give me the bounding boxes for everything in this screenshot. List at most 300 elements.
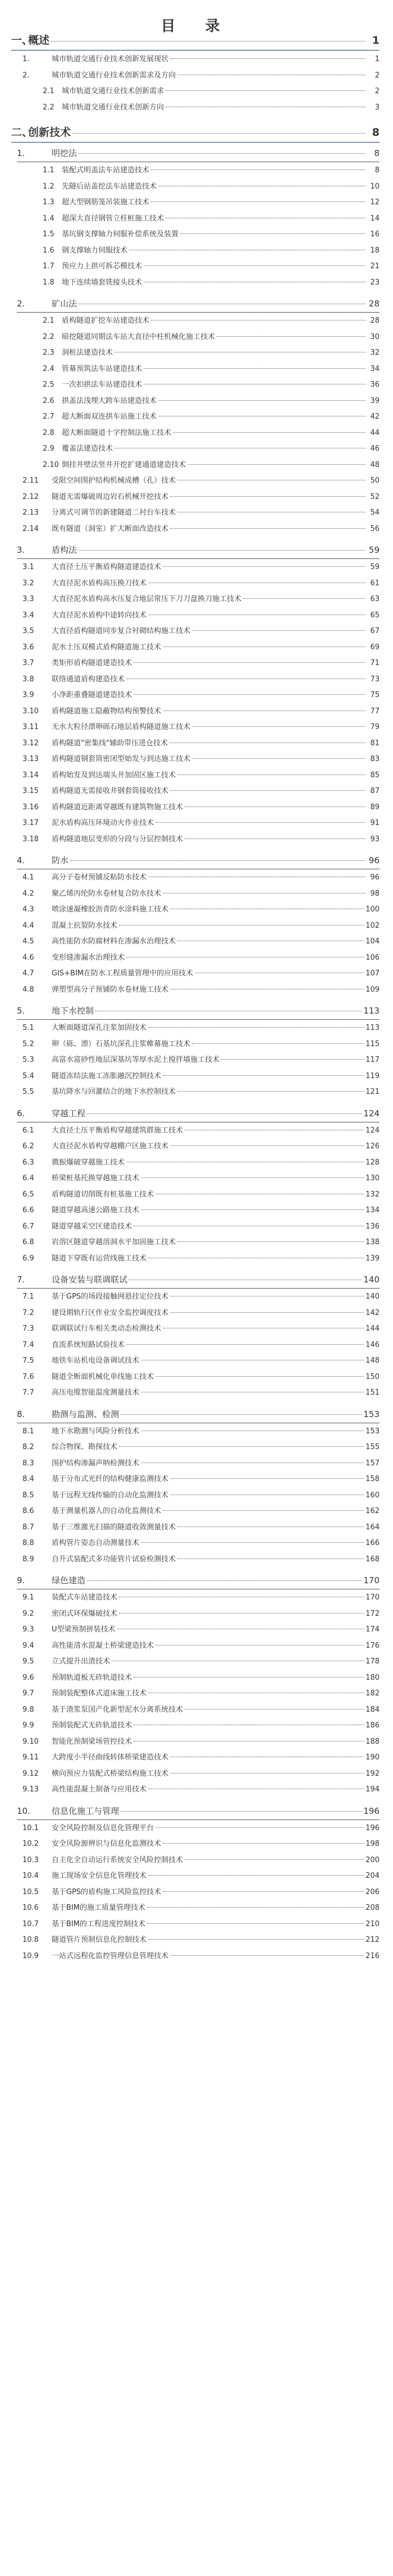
toc-entry-title: 预制装配式无砟轨道技术: [52, 1721, 132, 1730]
toc-entry-title: 隧道冻结法施工冻胀融沉控制技术: [52, 1071, 162, 1080]
toc-entry-page: 81: [370, 739, 380, 748]
toc-entry[interactable]: [0, 409, 393, 425]
toc-chapter[interactable]: [0, 1001, 393, 1020]
toc-entry-page: 196: [365, 1823, 380, 1832]
toc-entry-page: 174: [365, 1625, 380, 1634]
toc-entry[interactable]: [0, 1353, 393, 1369]
toc-entry-title: 直流系统短路试验技术: [52, 1340, 125, 1349]
toc-leader-dots: [192, 630, 365, 631]
toc-entry-page: 87: [370, 787, 380, 795]
toc-entry-number: 8.5: [22, 1491, 34, 1500]
toc-entry-number: 2.10: [43, 460, 59, 469]
toc-entry[interactable]: [0, 656, 393, 672]
toc-entry-number: 3.10: [22, 707, 39, 716]
toc-entry-number: 1.6: [43, 246, 54, 255]
toc-entry-page: 54: [370, 508, 380, 517]
toc-entry-title: 盾构隧道钢套筒密闭型始发与到达施工技术: [52, 755, 191, 763]
toc-entry[interactable]: [0, 1853, 393, 1869]
toc-entry-title: 基于GPS的场段接触网悬挂定位技术: [52, 1292, 169, 1301]
toc-entry[interactable]: [0, 457, 393, 474]
toc-entry[interactable]: [0, 1305, 393, 1322]
toc-entry[interactable]: [0, 966, 393, 982]
toc-entry[interactable]: [0, 1750, 393, 1766]
toc-entry-page: 28: [368, 299, 380, 309]
toc-entry[interactable]: [0, 1766, 393, 1782]
toc-entry-title: 既有隧道（洞室）扩大断面改造技术: [52, 524, 169, 533]
toc-entry-number: 1.8: [43, 278, 54, 287]
toc-entry[interactable]: [0, 783, 393, 800]
toc-entry-title: 地下水控制: [52, 1006, 94, 1016]
toc-entry-title: 洞桩法建造技术: [62, 349, 113, 357]
toc-entry[interactable]: [0, 815, 393, 832]
toc-entry-title: 地铁车站机电设备调试技术: [52, 1356, 140, 1365]
toc-entry-number: 2.11: [22, 476, 39, 485]
toc-entry-title: 大直径土压平衡盾构穿越建筑群施工技术: [52, 1126, 184, 1135]
toc-entry-page: 157: [365, 1459, 380, 1468]
toc-entry-number: 1.4: [43, 214, 54, 223]
toc-entry[interactable]: [0, 1289, 393, 1305]
toc-entry-number: 7.5: [22, 1356, 34, 1365]
toc-entry-page: 91: [370, 819, 380, 827]
toc-chapter[interactable]: [0, 1405, 393, 1424]
toc-entry-number: 5.1: [22, 1024, 34, 1032]
toc-entry-title: 预制轨道板无砟轨道技术: [52, 1673, 132, 1682]
toc-entry-title: 自主化全自动运行系统安全风险控制技术: [52, 1855, 184, 1864]
toc-entry-number: 6.: [17, 1108, 25, 1119]
toc-entry[interactable]: [0, 393, 393, 410]
toc-leader-dots: [141, 1209, 364, 1210]
toc-chapter[interactable]: [0, 294, 393, 313]
toc-entry-page: 153: [363, 1409, 380, 1419]
toc-entry-number: 1.5: [43, 230, 54, 239]
toc-entry-number: 2.: [22, 71, 30, 80]
toc-entry[interactable]: [0, 1251, 393, 1267]
toc-entry[interactable]: [0, 1821, 393, 1837]
toc-entry-number: 5.4: [22, 1071, 34, 1080]
toc-leader-dots: [217, 336, 365, 337]
toc-entry[interactable]: [0, 1702, 393, 1718]
toc-entry-title: 隧道无需爆破周边岩石机械开挖技术: [52, 492, 169, 501]
toc-entry[interactable]: [0, 68, 393, 84]
toc-entry-page: 204: [365, 1872, 380, 1880]
toc-entry-page: 59: [368, 545, 380, 555]
toc-entry-page: 96: [368, 855, 380, 865]
toc-entry[interactable]: [0, 441, 393, 457]
toc-entry[interactable]: [0, 560, 393, 576]
toc-entry[interactable]: [0, 1488, 393, 1504]
toc-entry-page: 63: [370, 595, 380, 603]
toc-entry[interactable]: [0, 832, 393, 848]
toc-entry[interactable]: [0, 1123, 393, 1139]
toc-entry[interactable]: [0, 870, 393, 886]
toc-entry-number: 9.5: [22, 1657, 34, 1666]
toc-entry-title: 盾构隧道"密集线"辅助带压进仓技术: [52, 739, 168, 748]
toc-entry-title: 基于渣浆泵国产化新型泥水分离系统技术: [52, 1705, 184, 1714]
toc-entry[interactable]: [0, 100, 393, 116]
toc-entry[interactable]: [0, 1552, 393, 1568]
toc-entry-number: 10.: [17, 1805, 30, 1816]
toc-entry-page: 124: [365, 1126, 380, 1135]
toc-entry-number: 一、: [11, 34, 33, 47]
toc-entry-number: 1.3: [43, 198, 54, 207]
toc-entry[interactable]: [0, 1203, 393, 1219]
toc-entry-title: U型梁预制拼装技术: [52, 1625, 116, 1634]
toc-entry-title: 综合物探、勘探技术: [52, 1443, 118, 1451]
toc-entry-number: 2.1: [43, 87, 54, 95]
toc-entry-number: 10.3: [22, 1855, 39, 1864]
toc-entry-page: 8: [374, 166, 380, 175]
toc-entry[interactable]: [0, 608, 393, 624]
toc-entry-number: 7.1: [22, 1292, 34, 1301]
toc-entry[interactable]: [0, 1654, 393, 1670]
toc-entry[interactable]: [0, 1235, 393, 1251]
toc-entry[interactable]: [0, 1369, 393, 1386]
toc-entry[interactable]: [0, 489, 393, 506]
toc-entry[interactable]: [0, 345, 393, 361]
toc-entry-title: 超深大直径钢管立柱桩施工技术: [62, 214, 164, 223]
toc-entry[interactable]: [0, 211, 393, 227]
toc-entry-title: 勘测与监测、检测: [52, 1409, 120, 1419]
toc-entry[interactable]: [0, 1084, 393, 1101]
toc-entry-page: 71: [370, 659, 380, 667]
toc-entry[interactable]: [0, 227, 393, 243]
toc-leader-dots: [119, 1613, 364, 1614]
toc-entry[interactable]: [0, 1337, 393, 1354]
toc-entry-title: 盾构隧道地层变形的分段与分层控制技术: [52, 835, 184, 844]
toc-chapter[interactable]: [0, 851, 393, 870]
toc-entry-page: 69: [370, 643, 380, 652]
toc-leader-dots: [180, 233, 365, 234]
toc-entry[interactable]: [0, 934, 393, 950]
toc-part[interactable]: [0, 29, 393, 52]
toc-entry[interactable]: [0, 84, 393, 100]
toc-entry[interactable]: [0, 1472, 393, 1488]
page-title: 目 录: [161, 18, 232, 35]
toc-entry-number: 8.7: [22, 1523, 34, 1532]
toc-entry-page: 186: [365, 1721, 380, 1730]
toc-entry[interactable]: [0, 687, 393, 704]
toc-entry[interactable]: [0, 768, 393, 784]
toc-entry-page: 75: [370, 691, 380, 699]
toc-entry[interactable]: [0, 313, 393, 329]
toc-entry-page: 12: [370, 198, 380, 207]
toc-entry[interactable]: [0, 576, 393, 592]
toc-entry[interactable]: [0, 1932, 393, 1949]
toc-entry-title: 分离式可调节的新建隧道二衬台车技术: [52, 508, 176, 517]
toc-entry-page: 50: [370, 476, 380, 485]
toc-entry[interactable]: [0, 719, 393, 736]
toc-entry-number: 8.9: [22, 1555, 34, 1564]
toc-entry[interactable]: [0, 1385, 393, 1401]
toc-entry-page: 8: [374, 148, 380, 158]
toc-leader-dots: [151, 201, 365, 202]
toc-leader-dots: [170, 790, 365, 791]
toc-entry[interactable]: [0, 1949, 393, 1965]
toc-entry-page: 109: [365, 985, 380, 994]
toc-entry[interactable]: [0, 163, 393, 179]
toc-entry[interactable]: [0, 505, 393, 521]
toc-entry-page: 158: [365, 1475, 380, 1483]
toc-entry-page: 170: [363, 1575, 380, 1585]
toc-entry-title: 城市轨道交通行业技术创新发展现状: [52, 55, 169, 63]
toc-entry-title: 基于GPS的盾构施工风险监控技术: [52, 1887, 162, 1896]
toc-entry-title: 预应力上拱可拆芯模技术: [62, 262, 143, 271]
toc-entry[interactable]: [0, 1440, 393, 1456]
toc-leader-dots: [87, 1113, 362, 1114]
toc-entry-number: 4.1: [22, 873, 34, 882]
toc-leader-dots: [170, 742, 365, 743]
toc-entry-page: 188: [365, 1737, 380, 1746]
toc-entry[interactable]: [0, 1868, 393, 1885]
toc-entry[interactable]: [0, 1670, 393, 1686]
toc-entry[interactable]: [0, 329, 393, 346]
toc-entry-title: 联调联试行车相关类动态检测技术: [52, 1324, 162, 1333]
toc-entry[interactable]: [0, 886, 393, 902]
toc-entry[interactable]: [0, 243, 393, 259]
toc-leader-dots: [170, 496, 365, 497]
toc-leader-dots: [170, 1145, 364, 1146]
toc-entry-number: 2.: [17, 299, 25, 309]
toc-entry-title: 大直径盾构隧道同步复合衬砌结构施工技术: [52, 627, 191, 635]
toc-entry-page: 140: [365, 1292, 380, 1301]
toc-entry-title: 明挖法: [52, 148, 77, 158]
toc-entry-number: 5.5: [22, 1088, 34, 1096]
toc-leader-dots: [163, 1075, 364, 1076]
toc-leader-dots: [141, 1177, 364, 1178]
toc-entry-title: 超大断面隧道十字控制法施工技术: [62, 428, 172, 437]
toc-entry-page: 170: [365, 1593, 380, 1602]
toc-entry-title: 超大断面双连拱车站施工技术: [62, 412, 157, 421]
toc-entry-number: 3.8: [22, 675, 34, 684]
toc-entry-number: 2.3: [43, 349, 54, 357]
toc-entry[interactable]: [0, 377, 393, 393]
toc-entry[interactable]: [0, 521, 393, 538]
toc-entry-title: 大直径泥水盾构穿越棚户区施工技术: [52, 1142, 169, 1151]
toc-entry-number: 10.7: [22, 1919, 39, 1928]
toc-entry-number: 3.12: [22, 739, 39, 748]
toc-leader-dots: [134, 694, 365, 695]
toc-entry-number: 3.6: [22, 643, 34, 652]
toc-entry[interactable]: [0, 1885, 393, 1901]
toc-entry-title: 大直径土压平衡盾构隧道建造技术: [52, 563, 162, 571]
toc-entry-title: 概述: [28, 34, 50, 47]
toc-entry-page: 142: [365, 1308, 380, 1317]
toc-entry-page: 126: [365, 1142, 380, 1151]
toc-entry[interactable]: [0, 1171, 393, 1187]
toc-entry[interactable]: [0, 592, 393, 608]
toc-entry-number: 7.6: [22, 1372, 34, 1381]
toc-entry-number: 5.2: [22, 1039, 34, 1048]
toc-entry-title: 盾构隧道切削既有桩基施工技术: [52, 1190, 154, 1199]
toc-entry-number: 2.13: [22, 508, 39, 517]
toc-entry[interactable]: [0, 1187, 393, 1203]
toc-leader-dots: [177, 774, 365, 775]
toc-entry[interactable]: [0, 195, 393, 211]
toc-leader-dots: [72, 133, 365, 134]
toc-entry[interactable]: [0, 672, 393, 688]
toc-entry[interactable]: [0, 982, 393, 998]
toc-entry-title: 基于BIM的工程进度控制技术: [52, 1919, 145, 1928]
toc-entry[interactable]: [0, 1219, 393, 1235]
toc-chapter[interactable]: [0, 144, 393, 163]
toc-leader-dots: [243, 598, 365, 599]
toc-entry-title: 装配式明盖法车站建造技术: [62, 166, 150, 175]
toc-entry-title: 基于三维激光扫描的隧道收敛测量技术: [52, 1523, 176, 1532]
toc-entry[interactable]: [0, 1900, 393, 1917]
toc-entry-page: 115: [365, 1039, 380, 1048]
toc-entry-page: 139: [365, 1254, 380, 1263]
toc-entry-title: 大断面隧道深孔注浆加固技术: [52, 1024, 147, 1032]
toc-leader-dots: [156, 1827, 364, 1828]
toc-entry[interactable]: [0, 1037, 393, 1053]
toc-entry[interactable]: [0, 1590, 393, 1606]
toc-entry-number: 6.1: [22, 1126, 34, 1135]
toc-entry-number: 4.7: [22, 969, 34, 978]
toc-entry-title: 泥水盾构高压环境动火作业技术: [52, 819, 154, 827]
toc-chapter[interactable]: [0, 540, 393, 560]
toc-entry[interactable]: [0, 736, 393, 752]
toc-entry-page: 2: [374, 87, 380, 95]
toc-entry[interactable]: [0, 902, 393, 918]
toc-entry-page: 134: [365, 1206, 380, 1214]
toc-entry-page: 117: [365, 1056, 380, 1064]
toc-entry[interactable]: [0, 1718, 393, 1734]
toc-entry-page: 39: [370, 396, 380, 405]
toc-entry-title: 高性能混凝土制备与应用技术: [52, 1785, 147, 1794]
toc-entry-page: 178: [365, 1657, 380, 1666]
toc-leader-dots: [192, 1043, 364, 1044]
toc-entry-number: 9.13: [22, 1785, 39, 1794]
toc-entry-title: 横向预应力装配式桥梁结构施工技术: [52, 1769, 169, 1778]
toc-leader-dots: [163, 566, 365, 567]
toc-part[interactable]: [0, 121, 393, 144]
toc-entry-title: 矿山法: [52, 299, 77, 309]
toc-entry-page: 93: [370, 835, 380, 844]
toc-entry[interactable]: [0, 950, 393, 966]
toc-entry[interactable]: [0, 1020, 393, 1037]
toc-entry[interactable]: [0, 1052, 393, 1069]
toc-entry-page: 48: [370, 460, 380, 469]
toc-entry-page: 198: [365, 1840, 380, 1848]
toc-entry[interactable]: [0, 800, 393, 816]
toc-entry[interactable]: [0, 179, 393, 195]
toc-leader-dots: [79, 550, 365, 551]
toc-entry[interactable]: [0, 473, 393, 489]
toc-entry-title: 联络通道盾构建造技术: [52, 675, 125, 684]
toc-entry-number: 3.14: [22, 771, 39, 780]
toc-chapter[interactable]: [0, 1802, 393, 1821]
toc-entry[interactable]: [0, 361, 393, 378]
toc-entry-title: 智能化预制梁场管控技术: [52, 1737, 132, 1746]
toc-chapter[interactable]: [0, 1104, 393, 1123]
toc-entry[interactable]: [0, 1456, 393, 1472]
toc-entry[interactable]: [0, 1139, 393, 1155]
toc-entry-title: 隧道穿越采空区建造技术: [52, 1222, 132, 1231]
toc-leader-dots: [170, 1312, 364, 1313]
toc-entry-page: 14: [370, 214, 380, 223]
toc-entry-title: 施工现场安全信息化管理技术: [52, 1872, 147, 1880]
toc-entry-number: 6.4: [22, 1174, 34, 1182]
toc-entry-number: 7.2: [22, 1308, 34, 1317]
toc-leader-dots: [170, 528, 365, 529]
toc-entry-title: 高富水富砂性地层深基坑等厚水泥土搅拌墙施工技术: [52, 1056, 220, 1064]
toc-entry[interactable]: [0, 1622, 393, 1638]
toc-entry[interactable]: [0, 751, 393, 768]
toc-entry[interactable]: [0, 1069, 393, 1085]
toc-entry[interactable]: [0, 624, 393, 640]
toc-entry-page: 176: [365, 1641, 380, 1650]
toc-entry-page: 23: [370, 278, 380, 287]
toc-entry-page: 46: [370, 444, 380, 453]
toc-entry-title: 基于BIM的施工质量管理技术: [52, 1904, 145, 1912]
toc-entry[interactable]: [0, 1504, 393, 1520]
toc-entry-title: 城市轨道交通行业技术创新方向: [62, 103, 164, 112]
toc-entry[interactable]: [0, 1638, 393, 1654]
toc-leader-dots: [151, 169, 365, 170]
toc-entry-page: 216: [365, 1951, 380, 1960]
toc-entry[interactable]: [0, 1535, 393, 1552]
toc-entry-title: 高性能防水防腐材料在渗漏水治理技术: [52, 937, 176, 946]
toc-entry-page: 164: [365, 1523, 380, 1532]
toc-entry-page: 59: [370, 563, 380, 571]
toc-entry-title: 管幕预筑法车站建造技术: [62, 364, 143, 373]
toc-entry[interactable]: [0, 1734, 393, 1750]
toc-leader-dots: [156, 822, 365, 823]
toc-chapter[interactable]: [0, 1571, 393, 1590]
toc-entry-number: 10.9: [22, 1951, 39, 1960]
toc-entry-page: 61: [370, 579, 380, 588]
toc-entry[interactable]: [0, 1606, 393, 1622]
toc-entry[interactable]: [0, 1321, 393, 1337]
toc-leader-dots: [170, 1955, 364, 1956]
toc-entry[interactable]: [0, 259, 393, 275]
toc-entry-page: 34: [370, 364, 380, 373]
toc-entry[interactable]: [0, 704, 393, 720]
toc-leader-dots: [166, 90, 365, 91]
toc-entry[interactable]: [0, 1686, 393, 1702]
toc-entry[interactable]: [0, 918, 393, 934]
toc-entry[interactable]: [0, 1520, 393, 1536]
toc-entry-page: 8: [372, 126, 380, 139]
toc-entry-page: 10: [370, 182, 380, 191]
toc-entry-title: 弹塑型高分子预铺防水卷材施工技术: [52, 985, 169, 994]
toc-entry-title: 变形缝渗漏水治理技术: [52, 953, 125, 962]
toc-entry-title: 隧道下穿既有运营线施工技术: [52, 1254, 147, 1263]
toc-chapter[interactable]: [0, 1270, 393, 1289]
toc-entry-title: 地下连续墙套铣接头技术: [62, 278, 143, 287]
toc-entry-page: 21: [370, 262, 380, 271]
toc-entry[interactable]: [0, 640, 393, 656]
toc-entry-number: 3.18: [22, 835, 39, 844]
toc-entry-page: 89: [370, 803, 380, 812]
toc-entry[interactable]: [0, 1917, 393, 1933]
toc-entry[interactable]: [0, 1155, 393, 1171]
toc-entry-title: 装配式车站建造技术: [52, 1593, 118, 1602]
toc-entry[interactable]: [0, 275, 393, 291]
toc-entry[interactable]: [0, 425, 393, 442]
toc-entry-title: 一站式远程化监控管理信息管理技术: [52, 1951, 169, 1960]
toc-entry-number: 7.7: [22, 1388, 34, 1397]
toc-entry[interactable]: [0, 1424, 393, 1440]
toc-entry[interactable]: [0, 1782, 393, 1798]
toc-entry[interactable]: [0, 52, 393, 68]
toc-entry-page: 182: [365, 1689, 380, 1698]
toc-entry[interactable]: [0, 1836, 393, 1853]
toc-leader-dots: [173, 432, 365, 433]
toc-entry-page: 1: [374, 55, 380, 63]
toc-leader-dots: [148, 1939, 364, 1940]
toc-entry-page: 113: [365, 1024, 380, 1032]
